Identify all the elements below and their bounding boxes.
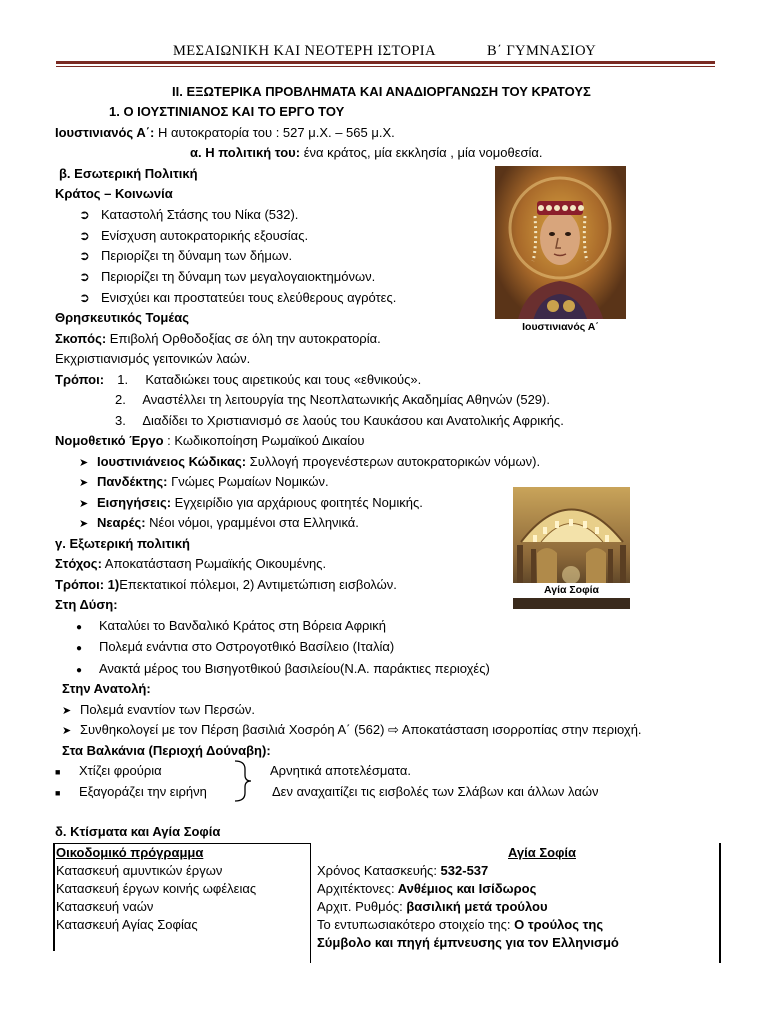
table-left-border xyxy=(53,843,55,951)
arrow-right-icon: ➲ xyxy=(79,248,90,263)
triangle-right-icon: ➤ xyxy=(79,477,89,489)
east-item xyxy=(62,721,642,740)
table-right-border xyxy=(719,843,721,963)
building-program-item: Κατασκευή Αγίας Σοφίας xyxy=(56,917,198,932)
emperor-text: Η αυτοκρατορία του : 527 μ.Χ. – 565 μ.Χ. xyxy=(154,125,395,140)
external-goal-text: Αποκατάσταση Ρωμαϊκής Οικουμένης. xyxy=(101,556,327,571)
law-text: Συλλογή προγενέστερων αυτοκρατορικών νόμων). xyxy=(246,454,541,469)
arrow-right-icon: ➲ xyxy=(79,290,90,305)
legislative-title: Νομοθετικό Έργο xyxy=(55,433,164,448)
law-term: Εισηγήσεις: xyxy=(97,495,172,510)
buildings-title: δ. Κτίσματα και Αγία Σοφία xyxy=(55,824,221,839)
internal-item xyxy=(79,247,292,265)
east-item xyxy=(62,701,255,720)
triangle-right-icon: ➤ xyxy=(79,518,89,530)
external-methods-text1: Επεκτατικοί πόλεμοι, 2) xyxy=(119,577,258,592)
balkans-item xyxy=(55,762,162,781)
west-item-text: Ανακτά μέρος του Βισηγοτθικού βασιλείου(Ν.Α. παράκτιες περιοχές) xyxy=(99,661,490,676)
hagia-sophia-image xyxy=(513,487,630,609)
religious-goal xyxy=(55,330,381,348)
balkans-item xyxy=(55,783,207,802)
hagia-sophia-row xyxy=(317,898,548,916)
triangle-right-icon: ➤ xyxy=(62,705,72,717)
east-item-text: Συνθηκολογεί με τον Πέρση βασιλιά Χοσρόη Α΄ (562) ⇨ Αποκατάσταση ισορροπίας στην περιοχή. xyxy=(80,722,642,737)
law-term: Νεαρές: xyxy=(97,515,146,530)
balkans-left: Χτίζει φρούρια xyxy=(79,763,162,778)
christianization: Εκχριστιανισμός γειτονικών λαών. xyxy=(55,351,251,366)
bullet-icon: ● xyxy=(75,622,83,633)
subsection-title: 1. Ο ΙΟΥΣΤΙΝΙΑΝΟΣ ΚΑΙ ΤΟ ΕΡΓΟ ΤΟΥ xyxy=(109,104,345,119)
law-item xyxy=(79,494,423,513)
hagia-sophia-row xyxy=(317,916,603,934)
west-item xyxy=(68,617,386,637)
internal-item-text: Ενισχύει και προστατεύει τους ελεύθερους αγρότες. xyxy=(101,290,397,305)
arrow-right-icon: ➲ xyxy=(79,207,90,222)
grade-label: Β΄ ΓΥΜΝΑΣΙΟΥ xyxy=(487,43,597,59)
row-value: βασιλική μετά τρούλου xyxy=(402,899,548,914)
building-program-item: Κατασκευή αμυντικών έργων xyxy=(56,863,223,878)
row-value: Ο τρούλος της xyxy=(510,917,604,932)
internal-item xyxy=(79,227,308,245)
triangle-right-icon: ➤ xyxy=(62,725,72,737)
triangle-right-icon: ➤ xyxy=(79,498,89,510)
square-bullet-icon: ■ xyxy=(55,767,61,777)
method-number: 2. xyxy=(115,392,126,407)
law-term: Πανδέκτης: xyxy=(97,474,168,489)
table-divider xyxy=(310,843,311,963)
internal-item xyxy=(79,206,298,224)
methods-label: Τρόποι: xyxy=(55,372,105,387)
bullet-icon: ● xyxy=(75,643,83,654)
west-item xyxy=(68,638,394,658)
method-text: Αναστέλλει τη λειτουργία της Νεοπλατωνικής Ακαδημίας Αθηνών (529). xyxy=(142,392,550,407)
law-text: Νέοι νόμοι, γραμμένοι στα Ελληνικά. xyxy=(145,515,359,530)
law-item xyxy=(79,514,359,533)
balkans-right: Αρνητικά αποτελέσματα. xyxy=(270,763,411,778)
row-value: 532-537 xyxy=(436,863,489,878)
arrow-right-icon: ➲ xyxy=(79,269,90,284)
internal-item-text: Περιορίζει τη δύναμη των δήμων. xyxy=(101,248,293,263)
east-title: Στην Ανατολή: xyxy=(62,681,151,696)
building-program-header: Οικοδομικό πρόγραμμα xyxy=(56,845,204,860)
west-item xyxy=(68,660,490,680)
hagia-sophia-row xyxy=(317,880,536,898)
balkans-title: Στα Βαλκάνια (Περιοχή Δούναβη): xyxy=(62,743,271,758)
building-program-item: Κατασκευή έργων κοινής ωφέλειας xyxy=(56,881,257,896)
emperor-label: Ιουστινιανός Α΄: xyxy=(55,125,155,140)
external-methods xyxy=(55,576,397,594)
header-rule xyxy=(56,61,715,64)
balkans-left: Εξαγοράζει την ειρήνη xyxy=(79,784,207,799)
hagia-sophia-header: Αγία Σοφία xyxy=(508,845,576,860)
goal-label: Σκοπός: xyxy=(55,331,107,346)
arrow-right-icon: ➲ xyxy=(79,228,90,243)
row-label: Το εντυπωσιακότερο στοιχείο της: xyxy=(317,917,511,932)
justinian-mosaic-image xyxy=(495,166,626,336)
method-item xyxy=(115,391,550,409)
internal-title: β. Εσωτερική Πολιτική xyxy=(59,166,198,181)
justinian-caption: Ιουστινιανός Α΄ xyxy=(495,319,626,336)
mosaic-icon xyxy=(495,166,626,336)
method-text: Διαδίδει το Χριστιανισμό σε λαούς του Καυκάσου και Ανατολικής Αφρικής. xyxy=(142,413,564,428)
west-item-text: Πολεμά ενάντια στο Οστρογοτθικό Βασίλειο (Ιταλία) xyxy=(99,639,395,654)
law-text: Εγχειρίδιο για αρχάριους φοιτητές Νομικής. xyxy=(171,495,423,510)
legislative-line xyxy=(55,432,364,450)
hagia-sophia-row: Σύμβολο και πηγή έμπνευσης για τον Ελληνισμό xyxy=(317,935,619,950)
goal-text: Επιβολή Ορθοδοξίας σε όλη την αυτοκρατορία. xyxy=(106,331,381,346)
legislative-subtitle: : Κωδικοποίηση Ρωμαϊκού Δικαίου xyxy=(163,433,365,448)
law-item xyxy=(79,473,329,492)
internal-item-text: Ενίσχυση αυτοκρατορικής εξουσίας. xyxy=(101,228,309,243)
row-label: Αρχιτέκτονες: xyxy=(317,881,395,896)
religious-title: Θρησκευτικός Τομέας xyxy=(55,310,190,325)
buildings-table xyxy=(53,843,721,963)
internal-item-text: Περιορίζει τη δύναμη των μεγαλογαιοκτημόνων. xyxy=(101,269,376,284)
document-title: ΜΕΣΑΙΩΝΙΚΗ ΚΑΙ ΝΕΟΤΕΡΗ ΙΣΤΟΡΙΑ xyxy=(173,43,436,59)
curly-brace-icon xyxy=(231,759,253,803)
section-title: ΙΙ. ΕΞΩΤΕΡΙΚΑ ΠΡΟΒΛΗΜΑΤΑ ΚΑΙ ΑΝΑΔΙΟΡΓΑΝΩΣΗ ΤΟΥ ΚΡΑΤΟΥΣ xyxy=(172,84,591,99)
building-program-item: Κατασκευή ναών xyxy=(56,899,154,914)
policy-line xyxy=(190,144,543,162)
method-number: 1. xyxy=(117,372,129,387)
external-methods-text2: Αντιμετώπιση εισβολών. xyxy=(257,577,397,592)
method-item xyxy=(55,371,421,389)
west-title: Στη Δύση: xyxy=(55,597,118,612)
method-item xyxy=(115,412,564,430)
law-text: Γνώμες Ρωμαίων Νομικών. xyxy=(167,474,329,489)
external-goal xyxy=(55,555,326,573)
internal-item xyxy=(79,268,375,286)
policy-label: α. Η πολιτική του: xyxy=(190,145,301,160)
method-text: Καταδιώκει τους αιρετικούς και τους «εθνικούς». xyxy=(145,372,422,387)
east-item-text: Πολεμά εναντίον των Περσών. xyxy=(80,702,256,717)
header-rule-thin xyxy=(56,66,715,67)
square-bullet-icon: ■ xyxy=(55,788,61,798)
policy-text: ένα κράτος, μία εκκλησία , μία νομοθεσία. xyxy=(300,145,543,160)
row-label: Αρχιτ. Ρυθμός: xyxy=(317,899,403,914)
law-term: Ιουστινιάνειος Κώδικας: xyxy=(97,454,247,469)
balkans-right: Δεν αναχαιτίζει τις εισβολές των Σλάβων και άλλων λαών xyxy=(272,784,599,799)
internal-item xyxy=(79,289,396,307)
external-title: γ. Εξωτερική πολιτική xyxy=(55,536,190,551)
row-label: Χρόνος Κατασκευής: xyxy=(317,863,437,878)
bullet-icon: ● xyxy=(75,665,83,676)
state-title: Κράτος – Κοινωνία xyxy=(55,186,173,201)
row-value: Ανθέμιος και Ισίδωρος xyxy=(394,881,537,896)
west-item-text: Καταλύει το Βανδαλικό Κράτος στη Βόρεια Αφρική xyxy=(99,618,387,633)
internal-item-text: Καταστολή Στάσης του Νίκα (532). xyxy=(101,207,299,222)
hagia-sophia-caption: Αγία Σοφία xyxy=(513,583,630,598)
method-number: 3. xyxy=(115,413,126,428)
emperor-line xyxy=(55,124,395,142)
external-methods-label: Τρόποι: 1) xyxy=(55,577,120,592)
external-goal-label: Στόχος: xyxy=(55,556,102,571)
law-item xyxy=(79,453,540,472)
triangle-right-icon: ➤ xyxy=(79,457,89,469)
hagia-sophia-row xyxy=(317,862,488,880)
